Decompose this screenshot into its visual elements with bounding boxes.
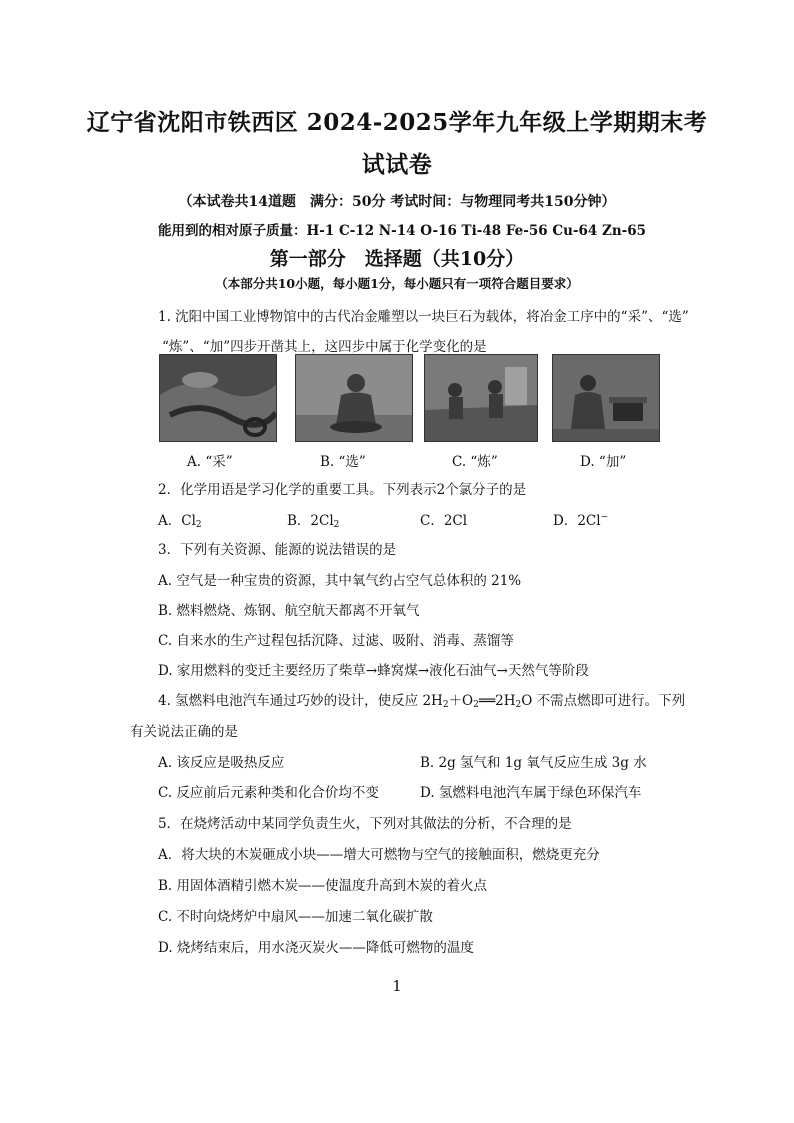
photo-mining bbox=[159, 354, 277, 442]
page-number: 1 bbox=[392, 977, 402, 995]
q1-option-a: A. “采” bbox=[187, 454, 233, 470]
q5-option-c: C. 不时向烧烤炉中扇风——加速二氧化碳扩散 bbox=[158, 909, 433, 925]
q2-option-b: B．$2Cl_2$ bbox=[287, 513, 340, 530]
q5-stem: 5．在烧烤活动中某同学负责生火，下列对其做法的分析，不合理的是 bbox=[158, 816, 572, 832]
q4-stem: 4. 氢燃料电池汽车通过巧妙的设计，使反应 $2H_2+O_2══2H_2O$ 不需点燃即可进行。下列 bbox=[158, 693, 686, 710]
photo-smelting bbox=[424, 354, 538, 442]
part1-note: （本部分共10小题，每小题1分，每小题只有一项符合题目要求） bbox=[215, 276, 579, 291]
q3-option-c: C. 自来水的生产过程包括沉降、过滤、吸附、消毒、蒸馏等 bbox=[158, 633, 514, 649]
q3-stem: 3．下列有关资源、能源的说法错误的是 bbox=[158, 542, 397, 558]
q4-option-c: C. 反应前后元素种类和化合价均不变 bbox=[158, 785, 379, 801]
exam-info: （本试卷共14道题 满分：50分 考试时间：与物理同考共150分钟） bbox=[178, 194, 616, 210]
q1-option-b: B. “选” bbox=[320, 454, 366, 470]
q3-option-a: A. 空气是一种宝贵的资源，其中氧气约占空气总体积的 21% bbox=[158, 573, 522, 589]
atomic-mass-line: 能用到的相对原子质量：H-1 C-12 N-14 O-16 Ti-48 Fe-56 Cu-64 Zn-65 bbox=[158, 223, 647, 239]
exam-title-line1: 辽宁省沈阳市铁西区 2024-2025学年九年级上学期期末考 bbox=[86, 109, 708, 136]
q1-stem-line1: 1. 沈阳中国工业博物馆中的古代冶金雕塑以一块巨石为载体，将冶金工序中的“采”、“选” bbox=[158, 309, 689, 325]
q4-stem-line2: 有关说法正确的是 bbox=[130, 724, 238, 740]
q4-option-a: A. 该反应是吸热反应 bbox=[158, 755, 285, 771]
q5-option-a: A．将大块的木炭砸成小块——增大可燃物与空气的接触面积，燃烧更充分 bbox=[158, 847, 600, 863]
part1-title: 第一部分 选择题（共10分） bbox=[269, 248, 525, 270]
q2-option-d: D．2Cl− bbox=[553, 512, 609, 529]
q4-option-b: B. 2g 氢气和 1g 氧气反应生成 3g 水 bbox=[420, 755, 647, 771]
q3-option-b: B. 燃料燃烧、炼钢、航空航天都离不开氧气 bbox=[158, 603, 420, 619]
q1-option-d: D. “加” bbox=[580, 454, 627, 470]
q2-option-c: C．2Cl bbox=[420, 513, 468, 529]
q5-option-d: D. 烧烤结束后，用水浇灭炭火——降低可燃物的温度 bbox=[158, 940, 474, 956]
exam-title-line2: 试试卷 bbox=[361, 151, 433, 178]
q1-stem-line2: “炼”、“加”四步开凿其上，这四步中属于化学变化的是 bbox=[162, 339, 487, 355]
photo-selecting bbox=[295, 354, 413, 442]
q1-option-c: C. “炼” bbox=[452, 454, 498, 470]
q2-stem: 2．化学用语是学习化学的重要工具。下列表示2个氯分子的是 bbox=[158, 482, 527, 498]
q2-option-a: A．$Cl_2$ bbox=[158, 513, 202, 530]
q4-option-d: D. 氢燃料电池汽车属于绿色环保汽车 bbox=[420, 785, 642, 801]
photo-processing bbox=[552, 354, 660, 442]
q5-option-b: B. 用固体酒精引燃木炭——使温度升高到木炭的着火点 bbox=[158, 878, 488, 894]
q3-option-d: D. 家用燃料的变迁主要经历了柴草→蜂窝煤→液化石油气→天然气等阶段 bbox=[158, 663, 589, 679]
